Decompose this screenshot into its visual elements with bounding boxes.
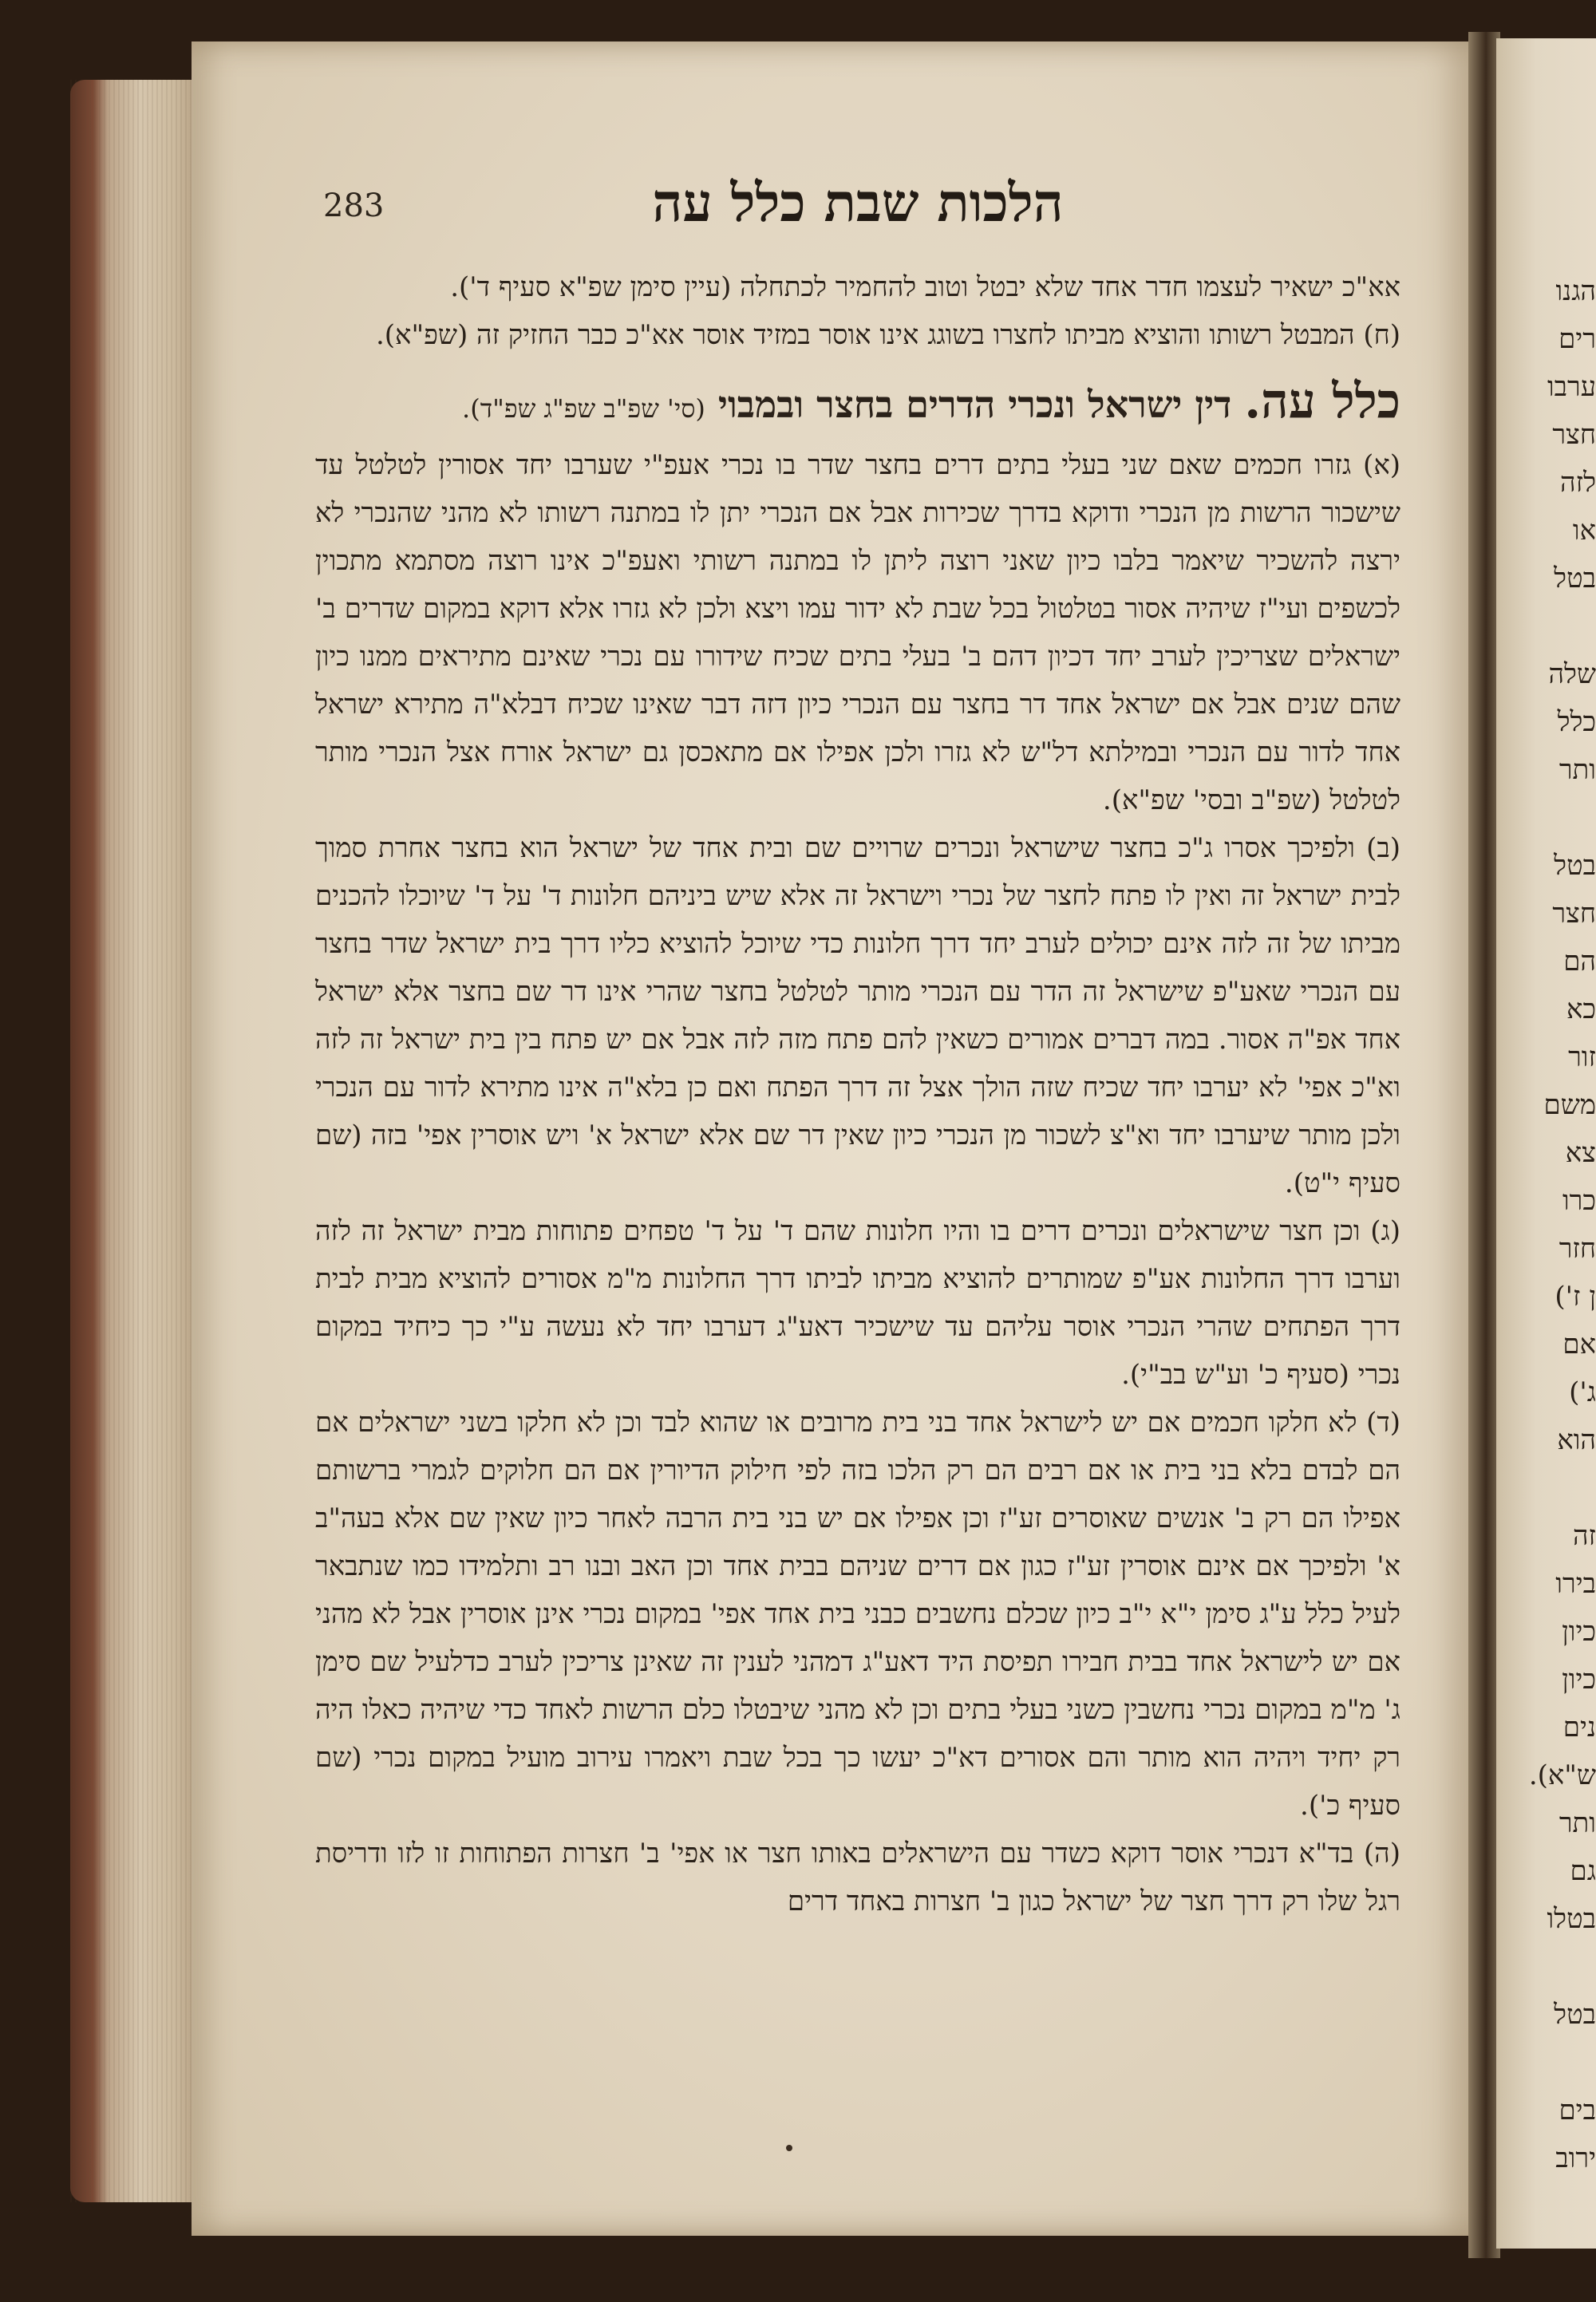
right-line: ערבו xyxy=(1547,371,1596,403)
right-line: אם xyxy=(1562,1329,1596,1360)
right-line: נים xyxy=(1562,1712,1596,1743)
right-line: כלל xyxy=(1557,706,1596,738)
right-line: בירו xyxy=(1555,1568,1596,1600)
right-page-text xyxy=(1528,267,1596,2182)
section-paragraph: (ג) וכן חצר שישראלים ונכרים דרים בו והיו חלונות שהם ד' על ד' טפחים פתוחות מבית ישראל זה לזה וערבו דרך החלונות אע"פ שמותרים להוציא מביתו לביתו דרך החלונות מ"מ אסורים להוציא מבית לבית דרך הפתחים שהרי הנכרי אוסר עליהם עד שישכיר דאע"ג דערבו יחד לא נעשה ע"י כך כיחיד במקום נכרי (סעיף כ' וע"ש בב"י). xyxy=(315,1215,1400,1391)
right-line: הם xyxy=(1563,946,1596,977)
right-line: צא xyxy=(1565,1137,1596,1169)
right-line: בטל xyxy=(1554,563,1596,594)
right-line: ג') xyxy=(1569,1376,1596,1408)
ink-dot xyxy=(786,2145,792,2151)
right-line: ירוב xyxy=(1555,2142,1596,2174)
right-line: גם xyxy=(1570,1855,1596,1887)
right-line xyxy=(1540,2039,1596,2087)
right-line xyxy=(1540,794,1596,842)
right-line: משם xyxy=(1543,1089,1596,1121)
section-paragraph: (ד) לא חלקו חכמים אם יש לישראל אחד בני בית מרובים או שהוא לבד וכן לא חלקו בשני ישראלים אם הם לבדם בלא בני בית או אם רבים הם רק הלכו בזה לפי חילוק הדיורין אם הם חלוקים לגמרי ברשותם אפילו הם רק ב' אנשים שאוסרים זע"ז וכן אפילו אם יש בני בית הרבה לאחר כיון שאין שם אלא בעה"ב א' ולפיכך אם אינם אוסרין זע"ז כגון אם דרים שניהם בבית אחד וכן האב ובנו רב ותלמידו כמו שנתבאר לעיל כלל ע"ג סימן י"א י"ב כיון שכלם נחשבים כבני בית אחד אפי' במקום נכרי אינן אוסרין אבל לא מהני אם יש לישראל אחד בבית חבירו תפיסת היד דאע"ג דמהני לענין זה שאינן צריכין לערב כדלעיל שם סימן ג' מ"מ במקום נכרי נחשבין כשני בעלי בתים וכן לא מהני שיבטלו כלם הרשות לאחד כדי שיהיה כאלו היה רק יחיד ויהיה הוא מותר והם אסורים דא"כ יעשו כך בכל שבת ויאמרו עירוב מועיל במקום נכרי (שם סעיף כ'). xyxy=(315,1407,1400,1822)
right-line xyxy=(1540,1464,1596,1512)
right-line: לזה xyxy=(1560,467,1596,499)
right-line: בטל xyxy=(1554,1999,1596,2031)
right-line: כיון xyxy=(1562,1664,1596,1696)
right-line: כא xyxy=(1566,993,1596,1025)
paragraph: (ח) המבטל רשותו והוציא מביתו לחצרו בשוגג אינו אוסר במזיד אוסר אא"כ כבר החזיק זה (שפ"א). xyxy=(375,319,1400,351)
right-line: בטל xyxy=(1554,850,1596,882)
page-header xyxy=(315,172,1400,243)
section-paragraph: (ב) ולפיכך אסרו ג"כ בחצר שישראל ונכרים שרויים שם ובית אחד של ישראל הוא בחצר אחרת סמוך לבית ישראל זה ואין לו פתח לחצר של נכרי וישראל זה אלא שיש ביניהם חלונות ד' על ד' שיוכלו להכנים מביתו של זה לזה אינם יכולים לערב יחד דרך חלונות כדי שיוכל להוציא כליו דרך בית ישראל שדר בחצר עם הנכרי שאע"פ שישראל זה הדר עם הנכרי מותר לטלטל בחצר שהרי אינו דר שם בחצר אלא ישראל אחד אפ"ה אסור. במה דברים אמורים כשאין להם פתח מזה לזה אבל אם יש פתח בין בית ישראל זה לזה וא"כ אפי' לא יערבו יחד שכיח שזה הולך אצל זה דרך הפתח ואם כן בלא"ה אינו מתירא לדור עם הנכרי ולכן מותר שיערבו יחד וא"צ לשכור מן הנכרי כיון שאין דר שם אלא ישראל א' ויש אוסרין אפי' בזה (שם סעיף י"ט). xyxy=(315,832,1400,1199)
chapter-number: כלל עה. xyxy=(1244,373,1400,429)
right-line: בטלו xyxy=(1547,1903,1596,1935)
right-line: זה xyxy=(1572,1520,1596,1552)
right-line: חזר xyxy=(1558,1233,1596,1265)
right-line: חצר xyxy=(1552,898,1596,930)
right-line: חצר xyxy=(1552,419,1596,451)
right-line: כרו xyxy=(1562,1185,1596,1217)
section-paragraph: (א) גזרו חכמים שאם שני בעלי בתים דרים בחצר שדר בו נכרי אעפ"י שערבו יחד אסורין לטלטל עד שישכור הרשות מן הנכרי ודוקא בדרך שכירות אבל אם הנכרי יתן לו במתנה רשותו לא מהני שהנכרי לא ירצה להשכיר שיאמר בלבו כיון שאני רוצה ליתן לו במתנה רשותי ואעפ"כ אינו רוצה מסתמא מתכוין לכשפים ועי"ז שיהיה אסור בטלטול בכל שבת לא ידור עמו ויצא ולכן לא גזרו אלא דוקא במקום שדרים ב' ישראלים שצריכין לערב יחד דכיון דהם ב' בעלי בתים שכיח שידורו עם נכרי שאינם מתיראים ממנו כיון שהם שנים אבל אם ישראל אחד דר בחצר עם הנכרי כיון דזה דבר שאינו שכיח דבלא"ה מתירא ישראל אחד לדור עם הנכרי ובמילתא דל"ש לא גזרו ולכן אפילו אם מתאכסן גם ישראל אורח אצל הנכרי מותר לטלטל (שפ"ב ובסי' שפ"א). xyxy=(315,449,1400,816)
right-line: הגנו xyxy=(1555,275,1596,307)
right-line: ותר xyxy=(1558,754,1596,786)
page-text xyxy=(315,263,1400,1925)
right-line xyxy=(1540,602,1596,650)
right-line: ש"א). xyxy=(1528,1759,1596,1791)
right-line: כיון xyxy=(1562,1616,1596,1648)
paragraph: אא"כ ישאיר לעצמו חדר אחד שלא יבטל וטוב להחמיר לכתחלה (עיין סימן שפ"א סעיף ד'). xyxy=(450,271,1400,303)
right-line: שלה xyxy=(1548,658,1596,690)
right-line: ותר xyxy=(1558,1807,1596,1839)
right-line: ן ז') xyxy=(1555,1281,1596,1313)
chapter-title: דין ישראל ונכרי הדרים בחצר ובמבוי xyxy=(717,383,1232,426)
right-line: הוא xyxy=(1557,1424,1596,1456)
right-line: רים xyxy=(1558,323,1596,355)
page-number: 283 xyxy=(323,188,385,224)
book-edge xyxy=(70,80,198,2202)
running-title: הלכות שבת כלל עה xyxy=(652,172,1064,234)
right-line: זור xyxy=(1568,1041,1596,1073)
section-paragraph: (ה) בד"א דנכרי אוסר דוקא כשדר עם הישראלים באותו חצר או אפי' ב' חצרות הפתוחות זו לזו ודריסת רגל שלו רק דרך חצר של ישראל כגון ב' חצרות באחד דרים xyxy=(315,1838,1400,1917)
book-gutter xyxy=(1468,32,1500,2258)
right-line: בים xyxy=(1558,2095,1596,2126)
right-line xyxy=(1540,1943,1596,1991)
chapter-heading xyxy=(315,373,1400,436)
chapter-reference: (סי' שפ"ב שפ"ג שפ"ד). xyxy=(462,393,705,424)
right-line: או xyxy=(1572,515,1596,547)
